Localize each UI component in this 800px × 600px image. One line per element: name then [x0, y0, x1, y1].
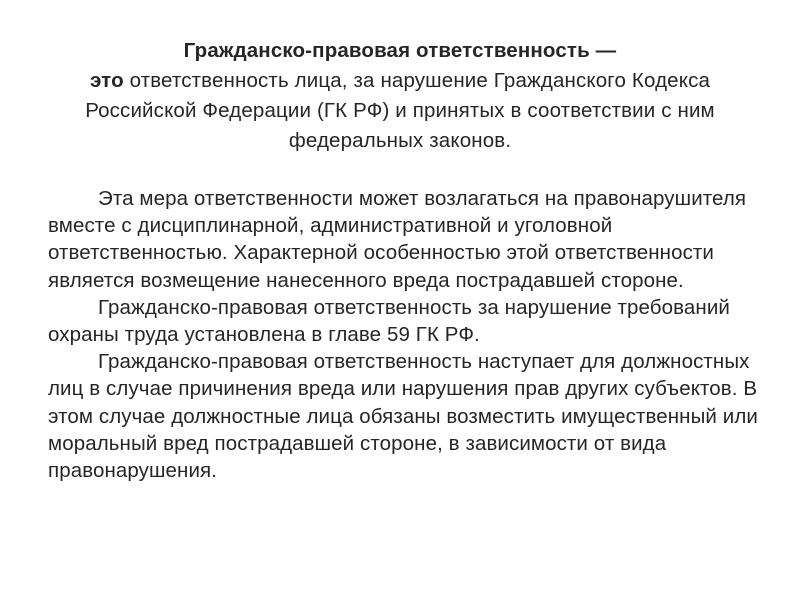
definition-lead-word: это: [89, 69, 124, 92]
paragraph: Гражданско-правовая ответственность за нарушение требований охраны труда установлена в главе 59 ГК РФ.: [48, 295, 730, 347]
body-text: [48, 185, 760, 484]
definition-block: [40, 36, 760, 156]
definition-text: ответственность лица, за нарушение Гражданского Кодекса Российской Федерации (ГК РФ) и принятых в соответствии с ним федеральных законов.: [85, 69, 715, 152]
paragraph: Эта мера ответственности может возлагаться на правонарушителя вместе с дисциплинарной, административной и уголовной ответственностью. Характерной особенностью этой ответственности является возмещение нанесенного вреда пострадавшей стороне.: [48, 187, 747, 292]
definition-title: Гражданско-правовая ответственность —: [183, 39, 617, 62]
paragraph: Гражданско-правовая ответственность наступает для должностных лиц в случае причинения вреда или нарушения прав других субъектов. В этом случае должностные лица обязаны возместить имущественный или моральный вред пострадавшей стороне, в зависимости от вида правонарушения.: [48, 350, 758, 483]
